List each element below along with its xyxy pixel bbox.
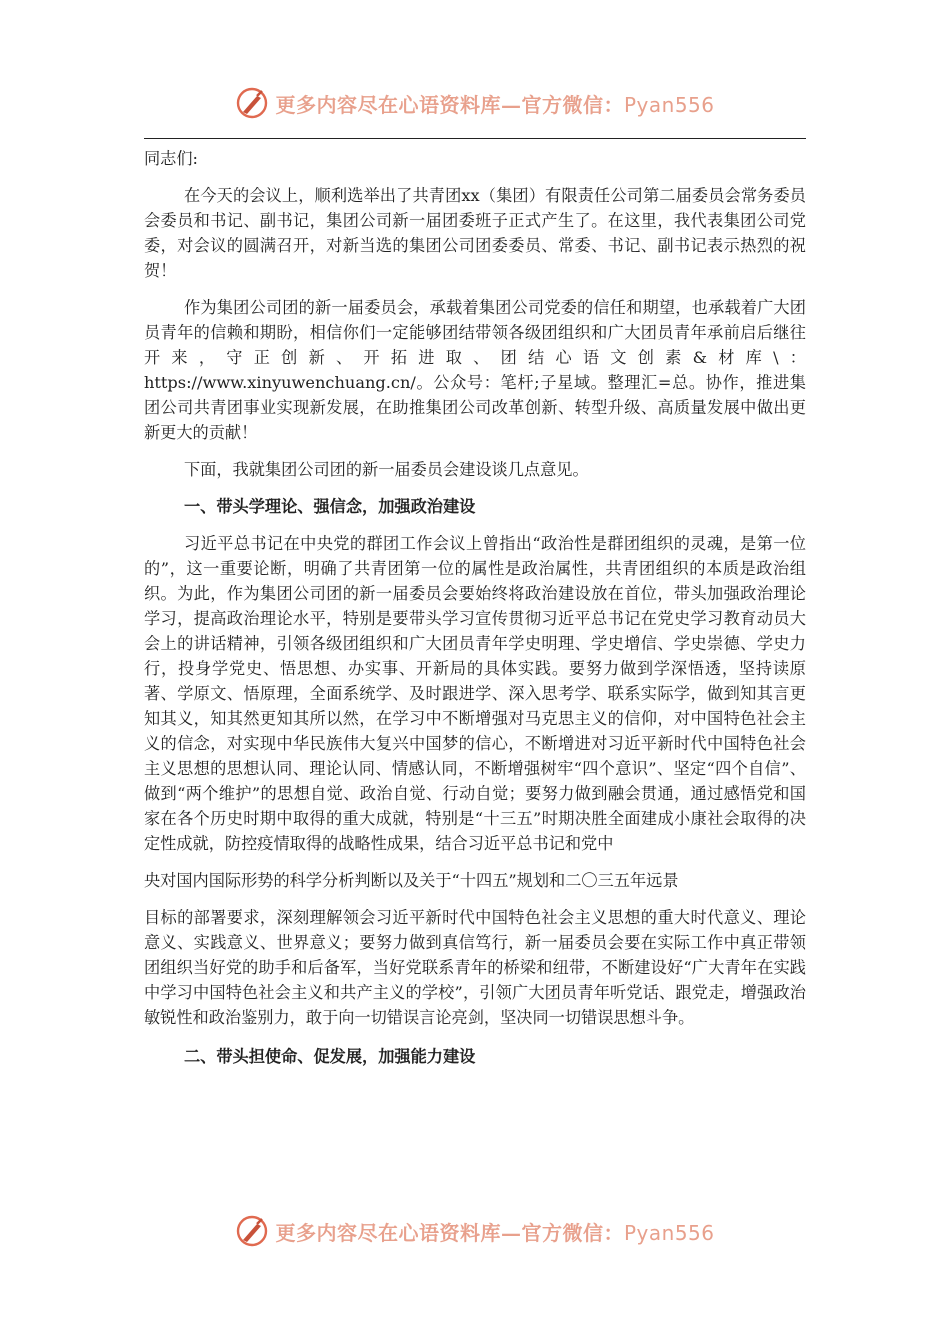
- banner-wechat-id: Pyan556: [623, 1220, 715, 1245]
- paragraph-political-part1: 习近平总书记在中央党的群团工作会议上曾指出“政治性是群团组织的灵魂，是第一位的”，这一重要论断，明确了共青团第一位的属性是政治属性，共青团组织的本质是政治组织。为此，作为集团公司团的新一届委员会要始终将政治建设放在首位，带头加强政治理论学习，提高政治理论水平，特别是要带头学习宣传贯彻习近平总书记在党史学习教育动员大会上的讲话精神，引领各级团组织和广大团员青年学史明理、学史增信、学史崇德、学史力行，投身学党史、悟思想、办实事、开新局的具体实践。要努力做到学深悟透，坚持读原著、学原文、悟原理，全面系统学、及时跟进学、深入思考学、联系实际学，做到知其言更知其义，知其然更知其所以然，在学习中不断增强对马克思主义的信仰，对中国特色社会主义的信念，对实现中华民族伟大复兴中国梦的信心，不断增进对习近平新时代中国特色社会主义思想的思想认同、理论认同、情感认同，不断增强树牢“四个意识”、坚定“四个自信”、做到“两个维护”的思想自觉、政治自觉、行动自觉；要努力做到融会贯通，通过感悟党和国家在各个历史时期中取得的重大成就，特别是“十三五”时期决胜全面建成小康社会取得的决定性成就，防控疫情取得的战略性成果，结合习近平总书记和党中: [144, 534, 806, 853]
- banner-wechat-id: Pyan556: [623, 92, 715, 117]
- header-watermark-banner: [0, 83, 950, 123]
- paragraph-political-part3: 目标的部署要求，深刻理解领会习近平新时代中国特色社会主义思想的重大时代意义、理论意义、实践意义、世界意义；要努力做到真信笃行，新一届委员会要在实际工作中真正带领团组织当好党的助手和后备军，当好党联系青年的桥梁和纽带，不断建设好“广大青年在实践中学习中国特色社会主义和共产主义的学校”，引领广大团员青年听党话、跟党走，增强政治敏锐性和政治鉴别力，敢于向一切错误言论亮剑，坚决同一切错误思想斗争。: [144, 908, 806, 1027]
- header-divider: [144, 138, 806, 139]
- paragraph-political-part2: 央对国内国际形势的科学分析判断以及关于“十四五”规划和二〇三五年远景: [144, 871, 679, 890]
- paragraph-intro: 下面，我就集团公司团的新一届委员会建设谈几点意见。: [184, 460, 589, 479]
- footer-watermark-banner: [0, 1211, 950, 1251]
- section-heading-1: 一、带头学理论、强信念，加强政治建设: [184, 497, 476, 516]
- banner-text: 更多内容尽在心语资料库—官方微信：Pyan556: [275, 92, 715, 117]
- pen-logo-icon: [235, 1214, 269, 1248]
- pen-logo-icon: [235, 86, 269, 120]
- section-heading-2: 二、带头担使命、促发展，加强能力建设: [184, 1047, 476, 1066]
- greeting: 同志们:: [144, 149, 199, 168]
- paragraph-opening: 在今天的会议上，顺利选举出了共青团xx（集团）有限责任公司第二届委员会常务委员会委员和书记、副书记，集团公司新一届团委班子正式产生了。在这里，我代表集团公司党委，对会议的圆满召开，对新当选的集团公司团委委员、常委、书记、副书记表示热烈的祝贺！: [144, 186, 806, 280]
- document-body: [144, 146, 806, 1069]
- paragraph-expectation: 作为集团公司团的新一届委员会，承载着集团公司党委的信任和期望，也承载着广大团员青年的信赖和期盼，相信你们一定能够团结带领各级团组织和广大团员青年承前启后继往开来，守正创新、开拓进取、团结心语文创素&材库\：https://www.xinyuwenchuang.cn/。公众号：笔杆;子星域。整理汇=总。协作，推进集团公司共青团事业实现新发展，在助推集团公司改革创新、转型升级、高质量发展中做出更新更大的贡献！: [144, 298, 806, 442]
- banner-text: 更多内容尽在心语资料库—官方微信：Pyan556: [275, 1220, 715, 1245]
